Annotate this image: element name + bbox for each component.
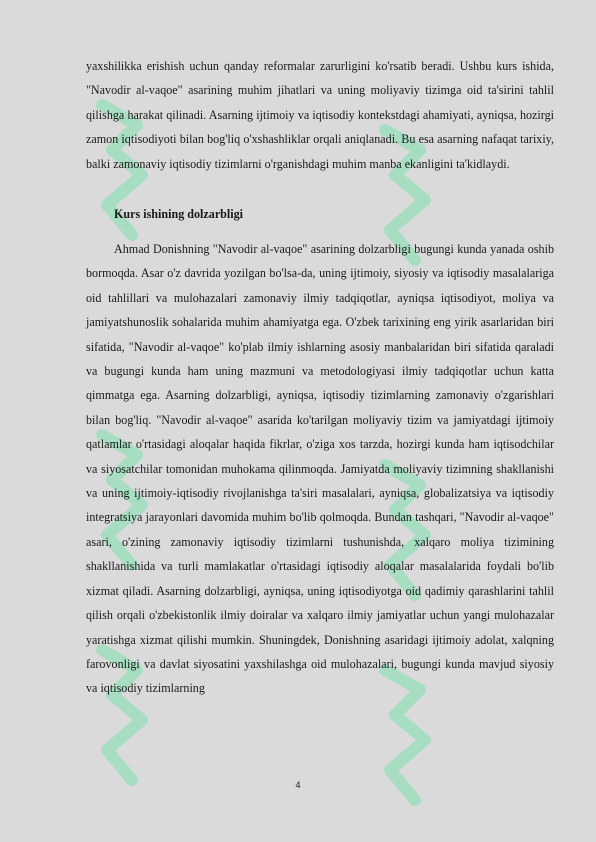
paragraph-relevance: Ahmad Donishning "Navodir al-vaqoe" asarining dolzarbligi bugungi kunda yanada oshib bormoqda. Asar o'z davrida yozilgan bo'lsa-da, uning ijtimoiy, siyosiy va iqtisodiy masalalariga oid tahlillari va mulohazalari zamonaviy ilmiy tadqiqotlar, ayniqsa iqtisodiyot, moliya va jamiyatshunoslik sohalarida muhim ahamiyatga ega. O'zbek tarixining eng yirik asarlaridan biri sifatida, "Navodir al-vaqoe" ko'plab ilmiy ishlarning asosiy manbalaridan biri sifatida qaraladi va bugungi kunda ham uning mazmuni va metodologiyasi ilmiy tadqiqotlar uchun katta qimmatga ega. Asarning dolzarbligi, ayniqsa, iqtisodiy tizimlarning zamonaviy o'zgarishlari bilan bog'liq. "Navodir al-vaqoe" asarida ko'tarilgan moliyaviy tizim va jamiyatdagi ijtimoiy qatlamlar o'rtasidagi aloqalar haqida fikrlar, o'ziga xos tarzda, hozirgi kunda ham iqtisodchilar va siyosatchilar tomonidan muhokama qilinmoqda. Jamiyatda moliyaviy tizimning shakllanishi va uning ijtimoiy-iqtisodiy rivojlanishga ta'siri masalalari, ayniqsa, globalizatsiya va iqtisodiy integratsiya jarayonlari davomida muhim bo'lib qolmoqda. Bundan tashqari, "Navodir al-vaqoe" asari, o'zining zamonaviy iqtisodiy tizimlarni tushunishda, xalqaro moliya tizimining shakllanishida va turli mamlakatlar o'rtasidagi iqtisodiy aloqalar masalalarida foydali bo'lib xizmat qiladi. Asarning dolzarbligi, ayniqsa, uning iqtisodiyotga oid qadimiy qarashlarini tahlil qilish orqali o'zbekistonlik ilmiy doiralar va xalqaro ilmiy jamiyatlar uchun yangi mulohazalar yaratishga xizmat qilishi mumkin. Shuningdek, Donishning asaridagi ijtimoiy adolat, xalqning farovonligi va davlat siyosatini yaxshilashga oid mulohazalari, bugungi kunda mavjud siyosiy va iqtisodiy tizimlarning bbox=[86, 242, 554, 696]
paragraph-intro: yaxshilikka erishish uchun qanday reformalar zarurligini ko'rsatib beradi. Ushbu kurs ishida, "Navodir al-vaqoe" asarining muhim jihatlari va uning moliyaviy tizimga oid ta'sirini tahlil qilishga harakat qilinadi. Asarning ijtimoiy va iqtisodiy kontekstdagi ahamiyati, ayniqsa, hozirgi zamon iqtisodiyoti bilan bog'liq o'xshashliklar orqali aniqlanadi. Bu esa asarning nafaqat tarixiy, balki zamonaviy iqtisodiy tizimlarni o'rganishdagi muhim manba ekanligini ta'kidlaydi. bbox=[86, 59, 554, 171]
body-text-main bbox=[86, 237, 554, 701]
section-heading: Kurs ishining dolzarbligi bbox=[114, 207, 244, 221]
page-number: 4 bbox=[295, 780, 301, 790]
body-text-top bbox=[86, 54, 554, 176]
